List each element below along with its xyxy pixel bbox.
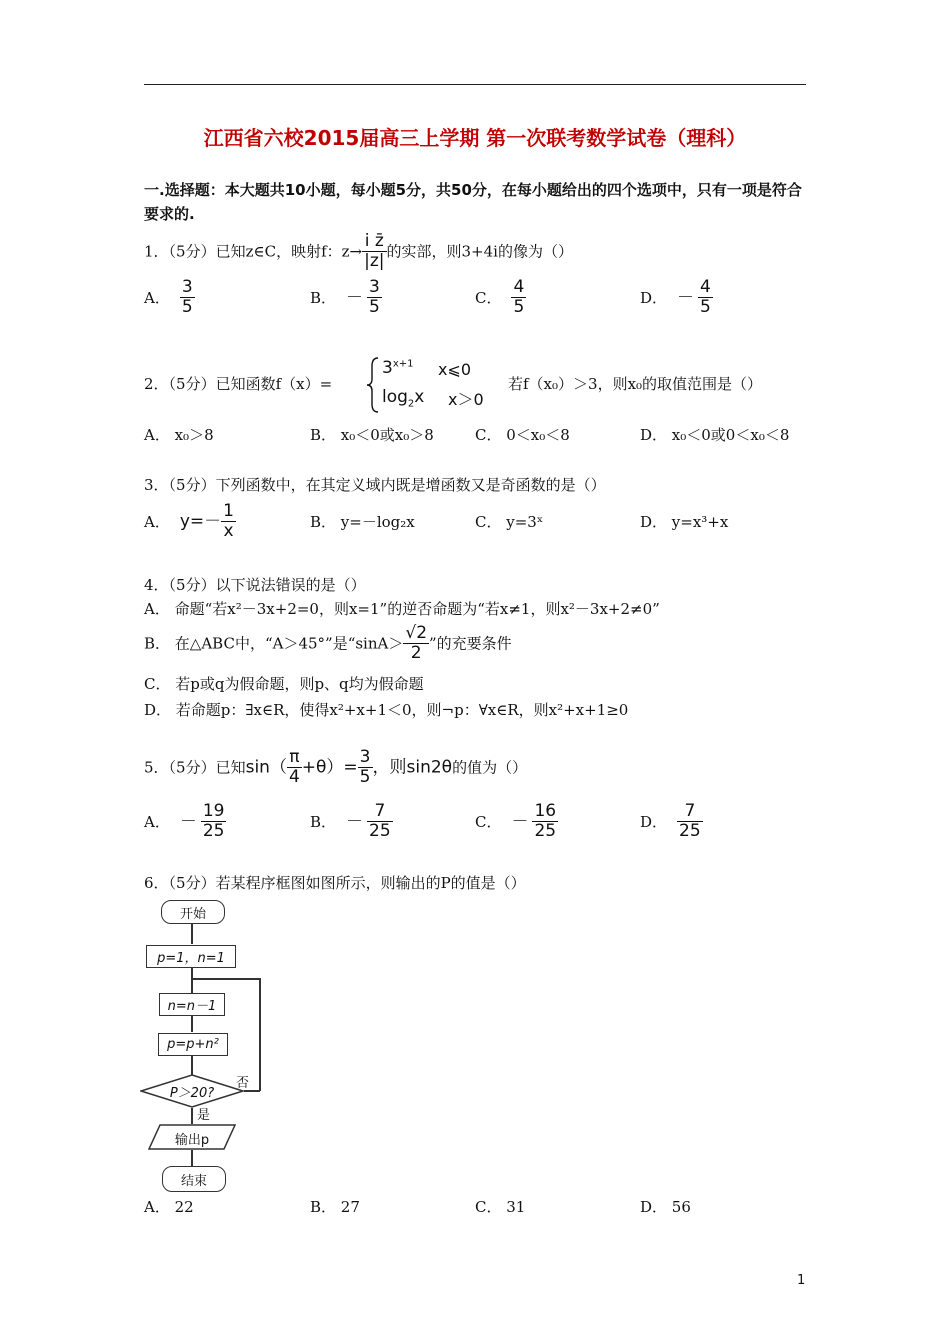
q2-stem-a: 2．（5分）已知函数f（x）= <box>144 375 333 393</box>
q1-opt-letter: D． <box>640 288 668 307</box>
top-rule <box>144 84 806 85</box>
q1-option-a <box>144 278 195 317</box>
q5-opt-num: 16 <box>534 801 557 821</box>
q1-opt-fraction <box>698 278 713 317</box>
q6-stem: 6．（5分）若某程序框图如图所示，则输出的P的值是（） <box>144 874 526 892</box>
flow-start: 开始 <box>161 900 225 924</box>
flow-cond-label: P＞20? <box>169 1086 215 1101</box>
question-1 <box>144 232 573 271</box>
q5-option-d <box>640 802 703 841</box>
q1-opt-sign: － <box>346 287 364 308</box>
q5-opt-letter: B． <box>310 812 337 831</box>
flow-arrow-4 <box>191 1055 193 1075</box>
q1-frac-num: i z̄ <box>362 232 386 252</box>
q5-stem-b: 的值为（） <box>452 758 528 777</box>
q3-option-a <box>144 502 236 541</box>
q1-opt-den: 5 <box>513 297 525 317</box>
q1-option-c <box>475 278 526 317</box>
q5-f2-num: 3 <box>359 747 371 767</box>
q4-b-den: 2 <box>410 643 422 663</box>
q1-option-d <box>640 278 713 317</box>
q6-option-d: D． 56 <box>640 1198 691 1216</box>
q1-opt-letter: C． <box>475 288 502 307</box>
q4-stem: 4．（5分）以下说法错误的是（） <box>144 576 366 594</box>
q1-map-fraction <box>362 232 386 271</box>
q5-f1-num: π <box>287 748 302 768</box>
flow-arrow-5 <box>191 1108 193 1124</box>
q5-option-c <box>475 802 558 841</box>
q2-option-b: B． x₀＜0或x₀＞8 <box>310 426 434 444</box>
q1-opt-den: 5 <box>181 297 193 317</box>
q5-opt-letter: D． <box>640 812 668 831</box>
q1-opt-letter: B． <box>310 288 337 307</box>
q5-opt-fraction <box>677 802 703 841</box>
q5-opt-sign: － <box>179 811 197 832</box>
q2-case-2-expr <box>382 387 424 409</box>
q2-case2-sub: 2 <box>407 398 415 410</box>
q6-option-c: C． 31 <box>475 1198 526 1216</box>
page-number: 1 <box>797 1273 806 1288</box>
q5-sin-c: ，则sin2θ <box>372 757 453 778</box>
flow-yes-label: 是 <box>197 1108 211 1123</box>
q1-opt-num: 4 <box>700 277 711 297</box>
flow-step-p: p=p+n² <box>158 1033 228 1056</box>
q4-option-b <box>144 624 512 663</box>
q5-opt-letter: A． <box>144 812 170 831</box>
q4-option-c: C． 若p或q为假命题，则p、q均为假命题 <box>144 675 424 693</box>
q5-opt-den: 25 <box>369 821 391 841</box>
q4-b-num: √2 <box>405 623 428 643</box>
q5-opt-num: 7 <box>677 802 703 822</box>
q5-opt-num: 7 <box>367 802 393 822</box>
q5-f1-den: 4 <box>288 767 300 787</box>
q5-opt-letter: C． <box>475 812 502 831</box>
q2-option-d: D． x₀＜0或0＜x₀＜8 <box>640 426 790 444</box>
left-brace-icon <box>366 356 380 414</box>
q3-a-den: x <box>223 521 234 541</box>
q4-b-fraction <box>403 624 429 663</box>
flow-loop-h2 <box>191 978 260 980</box>
q5-opt-num: 19 <box>202 801 225 821</box>
flow-arrow-1 <box>191 924 193 944</box>
q4-b-text-b: ”的充要条件 <box>429 634 512 653</box>
q1-opt-fraction <box>367 278 382 317</box>
q2-option-c: C． 0＜x₀＜8 <box>475 426 570 444</box>
q3-a-lhs: y=－ <box>179 511 222 532</box>
document-title: 江西省六校2015届高三上学期 第一次联考数学试卷（理科） <box>203 126 747 150</box>
q2-case-1-cond: x⩽0 <box>438 360 472 379</box>
q4-option-d: D． 若命题p：∃x∈R，使得x²+x+1＜0，则¬p：∀x∈R，则x²+x+1≥0 <box>144 701 629 719</box>
q4-option-a: A． 命题“若x²－3x+2=0，则x=1”的逆否命题为“若x≠1，则x²－3x+2≠0” <box>144 600 660 618</box>
q3-option-b: B． y=－log₂x <box>310 513 415 531</box>
q1-stem-a: 1．（5分）已知z∈C，映射f：z→ <box>144 242 363 261</box>
flow-end: 结束 <box>162 1166 226 1192</box>
section-heading: 一.选择题：本大题共10小题，每小题5分，共50分，在每小题给出的四个选项中，只有一项是符合要求的. <box>144 181 802 223</box>
q1-opt-fraction <box>511 278 526 317</box>
q2-case1-exp: x+1 <box>392 358 414 370</box>
q5-sin-a: sin（ <box>245 757 287 778</box>
q1-opt-num: 4 <box>513 277 525 297</box>
q6-option-b: B． 27 <box>310 1198 360 1216</box>
flow-output-label: 输出p <box>174 1133 210 1148</box>
q5-opt-den: 25 <box>202 821 225 841</box>
q2-option-a: A． x₀＞8 <box>144 426 214 444</box>
q5-stem-a: 5．（5分）已知 <box>144 758 246 777</box>
q3-option-c: C． y=3ˣ <box>475 513 544 531</box>
q6-option-a: A． 22 <box>144 1198 194 1216</box>
q2-stem-b: 若f（x₀）＞3，则x₀的取值范围是（） <box>508 375 763 393</box>
q5-opt-sign: － <box>511 811 529 832</box>
q5-opt-den: 25 <box>679 821 701 841</box>
q3-stem: 3．（5分）下列函数中，在其定义域内既是增函数又是奇函数的是（） <box>144 476 606 494</box>
q5-opt-fraction <box>201 802 227 841</box>
q1-opt-den: 5 <box>700 297 711 317</box>
q2-case-1-expr <box>382 358 414 378</box>
q3-a-fraction <box>221 502 236 541</box>
q3-option-d: D． y=x³+x <box>640 513 729 531</box>
q5-frac-3-5 <box>358 748 373 787</box>
q1-opt-num: 3 <box>181 277 193 297</box>
q1-opt-fraction <box>180 278 195 317</box>
q1-frac-den: |z| <box>364 251 385 271</box>
q5-opt-den: 25 <box>534 821 557 841</box>
q1-opt-letter: A． <box>144 288 170 307</box>
q2-case-2-cond: x＞0 <box>448 390 484 409</box>
question-5 <box>144 748 527 787</box>
q2-case2-log: log <box>382 387 408 407</box>
q2-case2-var: x <box>414 387 425 407</box>
q2-piecewise <box>366 356 496 414</box>
q3-a-num: 1 <box>223 501 234 521</box>
q5-opt-fraction <box>367 802 393 841</box>
flow-step-n: n=n－1 <box>159 993 225 1016</box>
flow-arrow-2 <box>191 967 193 993</box>
q5-opt-fraction <box>532 802 558 841</box>
q1-option-b <box>310 278 382 317</box>
q1-opt-den: 5 <box>369 297 380 317</box>
q3-a-letter: A． <box>144 512 170 531</box>
q5-opt-sign: － <box>346 811 364 832</box>
flow-arrow-3 <box>191 1015 193 1032</box>
flow-loop-v <box>259 978 261 1091</box>
q5-sin-b: +θ）= <box>301 757 358 778</box>
flow-arrow-6 <box>191 1150 193 1166</box>
q5-option-b <box>310 802 393 841</box>
q1-opt-sign: － <box>677 287 695 308</box>
q1-stem-b: 的实部，则3+4i的像为（） <box>386 242 573 261</box>
q5-f2-den: 5 <box>359 767 371 787</box>
q1-opt-num: 3 <box>369 277 380 297</box>
q5-option-a <box>144 802 226 841</box>
q4-b-text-a: B． 在△ABC中，“A＞45°”是“sinA＞ <box>144 634 404 653</box>
q2-case1-base: 3 <box>382 358 393 378</box>
q5-frac-pi-4 <box>287 748 302 787</box>
flow-no-label: 否 <box>236 1076 250 1091</box>
flow-init: p=1，n=1 <box>146 945 236 968</box>
